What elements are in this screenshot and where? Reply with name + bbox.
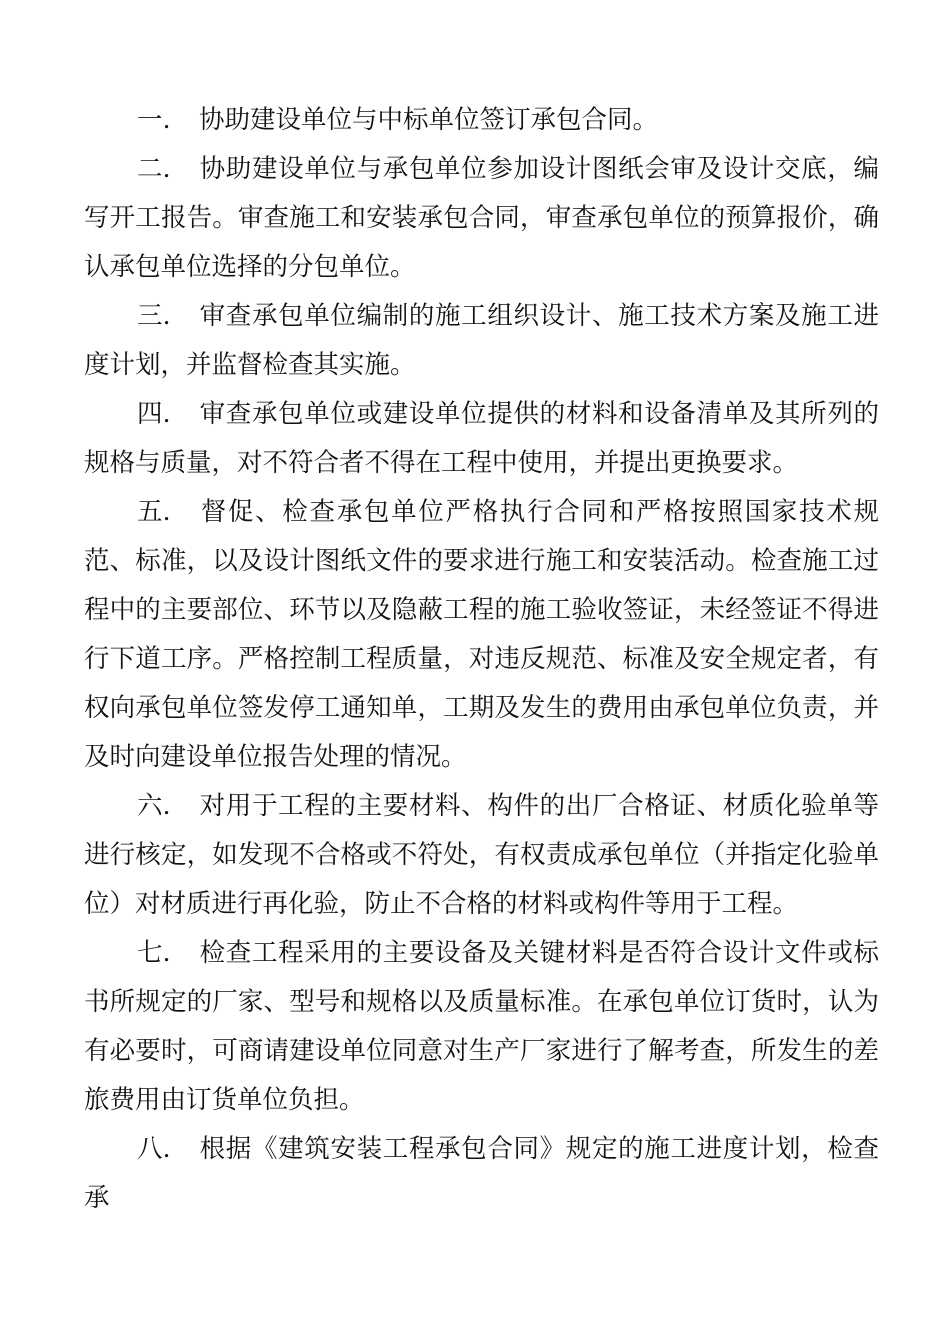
paragraph-3	[84, 292, 879, 390]
paragraph-number: 八.	[137, 1134, 171, 1164]
paragraph-1	[84, 96, 879, 145]
paragraph-text: 对用于工程的主要材料、构件的出厂合格证、材质化验单等进行核定，如发现不合格或不符处，有权责成承包单位（并指定化验单位）对材质进行再化验，防止不合格的材料或构件等用于工程。	[84, 791, 879, 919]
paragraph-text: 审查承包单位编制的施工组织设计、施工技术方案及施工进度计划，并监督检查其实施。	[84, 301, 879, 380]
paragraph-6	[84, 782, 879, 929]
paragraph-number: 五.	[137, 497, 171, 527]
paragraph-number: 二.	[137, 154, 171, 184]
paragraph-7	[84, 929, 879, 1125]
paragraph-number: 七.	[137, 938, 171, 968]
document-page	[84, 96, 879, 1223]
paragraph-text: 督促、检查承包单位严格执行合同和严格按照国家技术规范、标准，以及设计图纸文件的要求进行施工和安装活动。检查施工过程中的主要部位、环节以及隐蔽工程的施工验收签证，未经签证不得进行下道工序。严格控制工程质量，对违反规范、标准及安全规定者，有权向承包单位签发停工通知单，工期及发生的费用由承包单位负责，并及时向建设单位报告处理的情况。	[84, 497, 879, 772]
paragraph-text: 协助建设单位与承包单位参加设计图纸会审及设计交底，编写开工报告。审查施工和安装承包合同，审查承包单位的预算报价，确认承包单位选择的分包单位。	[84, 154, 879, 282]
paragraph-number: 四.	[137, 399, 171, 429]
paragraph-text: 根据《建筑安装工程承包合同》规定的施工进度计划，检查承	[84, 1134, 879, 1213]
paragraph-number: 三.	[137, 301, 171, 331]
paragraph-2	[84, 145, 879, 292]
paragraph-number: 六.	[137, 791, 171, 821]
paragraph-number: 一.	[137, 105, 171, 135]
paragraph-4	[84, 390, 879, 488]
paragraph-text: 协助建设单位与中标单位签订承包合同。	[199, 105, 659, 135]
paragraph-text: 审查承包单位或建设单位提供的材料和设备清单及其所列的规格与质量，对不符合者不得在工程中使用，并提出更换要求。	[84, 399, 879, 478]
paragraph-text: 检查工程采用的主要设备及关键材料是否符合设计文件或标书所规定的厂家、型号和规格以及质量标准。在承包单位订货时，认为有必要时，可商请建设单位同意对生产厂家进行了解考查，所发生的差旅费用由订货单位负担。	[84, 938, 879, 1115]
paragraph-8	[84, 1125, 879, 1223]
paragraph-5	[84, 488, 879, 782]
